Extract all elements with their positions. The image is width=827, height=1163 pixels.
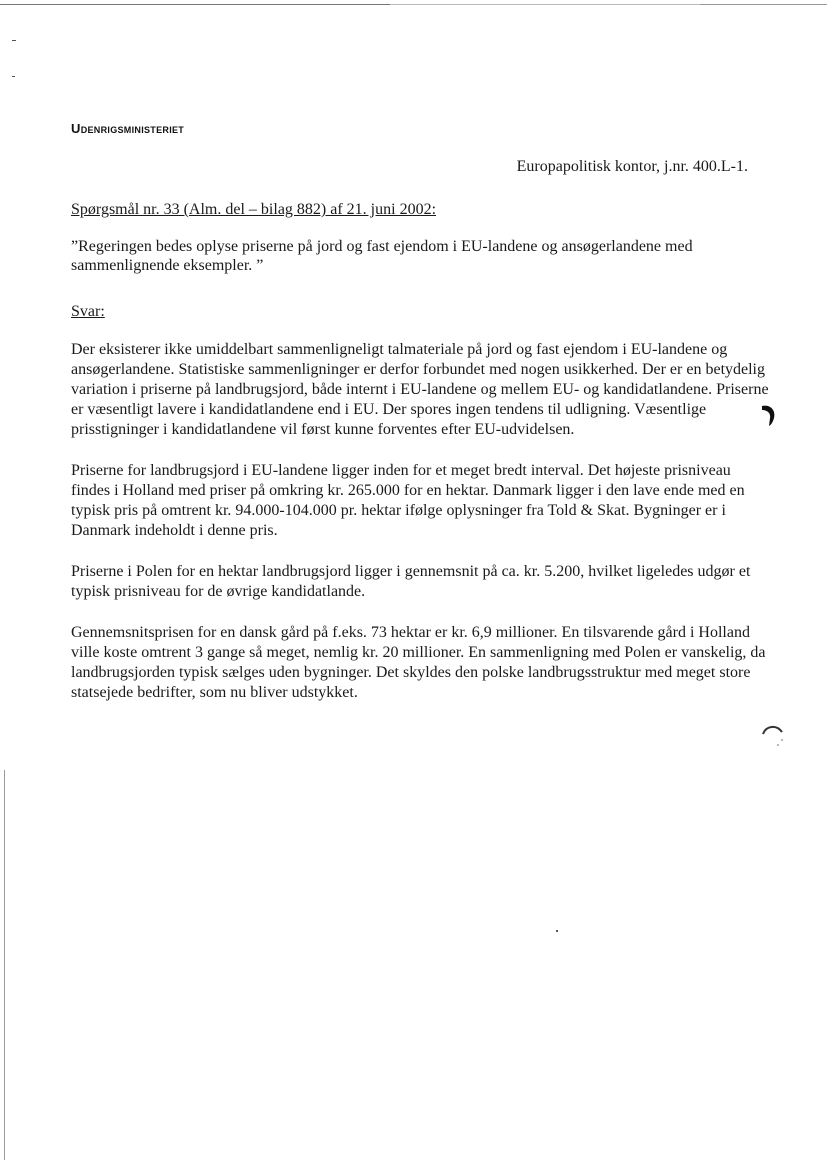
answer-paragraph: Priserne for landbrugsjord i EU-landene ligger inden for et meget bredt interval. Det højeste prisniveau findes i Holland med priser på omkring kr. 265.000 for en hektar. Danmark ligger i den lave ende med en typisk pris på omtrent kr. 94.000-104.000 pr. hektar ifølge oplysninger fra Told & Skat. Bygninger er i Danmark indeholdt i denne pris. xyxy=(71,462,745,539)
reference-number: Europapolitisk kontor, j.nr. 400.L-1. xyxy=(516,158,748,175)
answer-paragraph: Der eksisterer ikke umiddelbart sammenligneligt talmateriale på jord og fast ejendom i EU-landene og ansøgerlandene. Statistiske sammenligninger er derfor forbundet med nogen usikkerhed. Der er en betydelig variation i priserne på landbrugsjord, både internt i EU-landene og mellem EU- og kandidatlandene. Priserne er væsentligt lavere i kandidatlandene end i EU. Der spores ingen tendens til udligning. Væsentlige prisstigninger i kandidatlandene vil først kunne forventes efter EU-udvidelsen. xyxy=(71,341,769,438)
scan-edge-left xyxy=(4,770,5,1160)
question-title: Spørgsmål nr. 33 (Alm. del – bilag 882) af 21. juni 2002: xyxy=(71,201,437,218)
ministry-heading: Udenrigsministeriet xyxy=(71,121,185,136)
punch-hole-mark xyxy=(760,402,778,428)
scan-speck xyxy=(12,40,16,41)
question-text: ”Regeringen bedes oplyse priserne på jord og fast ejendom i EU-landene og ansøgerlandene med sammenlignende eksempler. ” xyxy=(71,238,693,274)
answer-label: Svar: xyxy=(71,303,105,320)
scan-edge-top xyxy=(0,4,827,5)
answer-body xyxy=(71,340,771,724)
scan-speck xyxy=(556,930,558,932)
scan-speck xyxy=(12,76,15,77)
answer-paragraph: Priserne i Polen for en hektar landbrugsjord ligger i gennemsnit på ca. kr. 5.200, hvilket ligeledes udgør et typisk prisniveau for de øvrige kandidatlande. xyxy=(71,563,751,600)
punch-hole-mark xyxy=(760,722,786,748)
answer-paragraph: Gennemsnitsprisen for en dansk gård på f.eks. 73 hektar er kr. 6,9 millioner. En tilsvarende gård i Holland ville koste omtrent 3 gange så meget, nemlig kr. 20 millioner. En sammenligning med Polen er vanskelig, da landbrugsjorden typisk sælges uden bygninger. Det skyldes den polske landbrugsstruktur med meget store statsejede bedrifter, som nu bliver udstykket. xyxy=(71,624,766,701)
